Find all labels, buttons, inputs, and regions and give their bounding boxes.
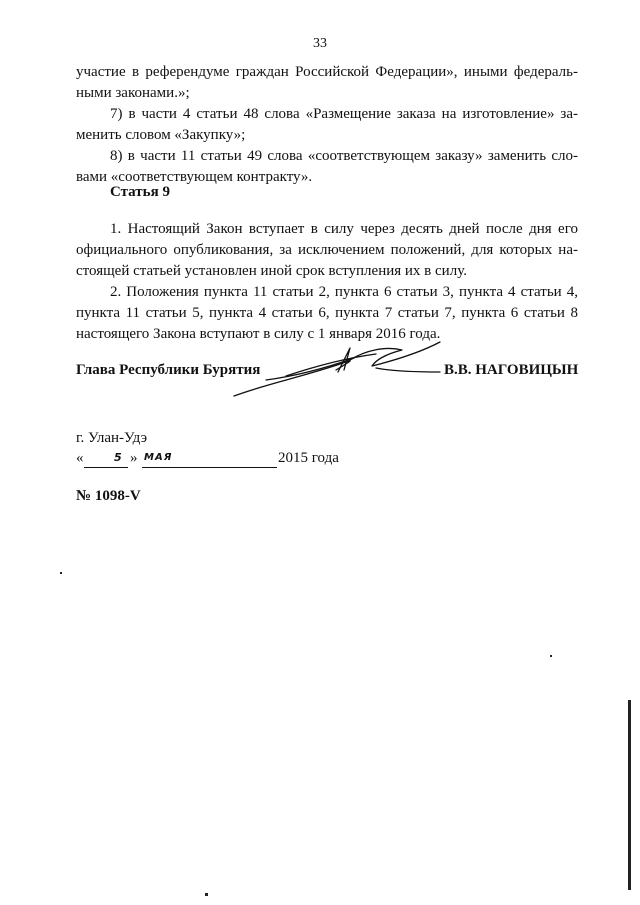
item-8-paragraph: 8) в части 11 статьи 49 слова «соответствующем заказу» заменить сло-вами «соответствующем контракту». bbox=[76, 148, 578, 185]
handwritten-signature bbox=[226, 336, 448, 402]
scan-dust-mark bbox=[60, 572, 62, 574]
signatory-name: В.В. НАГОВИЦЫН bbox=[444, 362, 579, 378]
law-number: № 1098-V bbox=[76, 488, 141, 504]
article-8-continuation bbox=[76, 62, 578, 188]
date-month: МАЯ bbox=[144, 452, 173, 463]
article-9-heading: Статья 9 bbox=[110, 184, 170, 200]
date-day: 5 bbox=[114, 451, 122, 464]
scan-dust-mark bbox=[550, 655, 552, 657]
item-7-paragraph: 7) в части 4 статьи 48 слова «Размещение заказа на изготовление» за-менить словом «Закупку»; bbox=[76, 106, 578, 143]
place-of-signing: г. Улан-Удэ bbox=[76, 430, 148, 446]
article-9-paragraph-1: 1. Настоящий Закон вступает в силу через десять дней после дня его официального опубликования, за исключением положений, для которых на-стоящей статьей установлен иной срок вступления их в силу. bbox=[76, 221, 578, 279]
continuation-paragraph: участие в референдуме граждан Российской Федерации», иными федераль-ными законами.»; bbox=[76, 64, 578, 101]
signing-date bbox=[76, 450, 376, 470]
date-close-quote: » bbox=[130, 450, 138, 466]
date-year: 2015 года bbox=[278, 450, 339, 466]
signatory-role: Глава Республики Бурятия bbox=[76, 362, 261, 378]
page-number: 33 bbox=[313, 36, 327, 51]
scan-dust-mark bbox=[205, 893, 208, 896]
article-9-body bbox=[76, 219, 578, 345]
date-open-quote: « bbox=[76, 450, 84, 466]
article-9-paragraph-2: 2. Положения пункта 11 статьи 2, пункта 6 статьи 3, пункта 4 статьи 4, пункта 11 статьи 5, пункта 4 статьи 6, пункта 7 статьи 7, пункта 6 статьи 8 настоящего Закона вступают в силу с 1 января 2016 года. bbox=[76, 284, 578, 342]
scan-edge-mark bbox=[628, 700, 631, 890]
